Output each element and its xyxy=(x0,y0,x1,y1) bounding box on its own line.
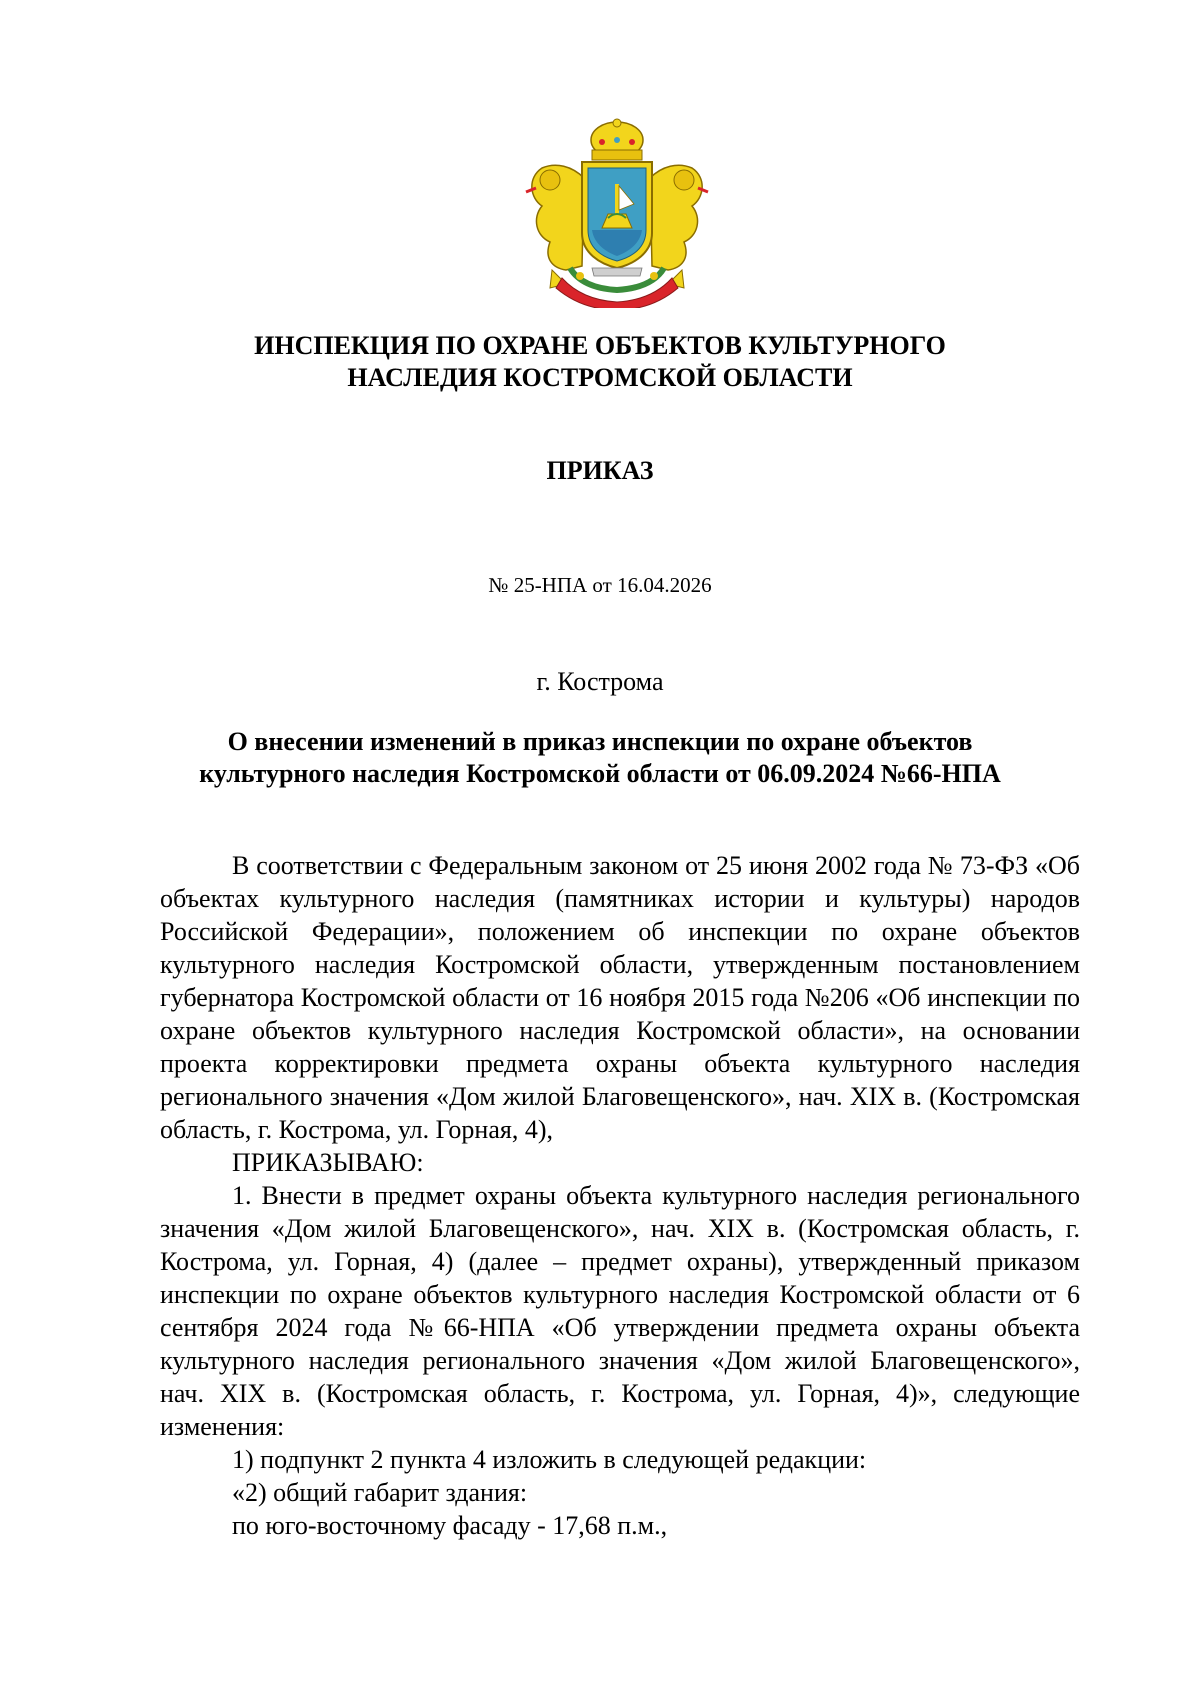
left-lion-supporter-icon xyxy=(526,165,584,288)
order-word-paragraph: ПРИКАЗЫВАЮ: xyxy=(232,1148,424,1177)
preamble-paragraph: В соответствии с Федеральным законом от 25 июня 2002 года № 73-ФЗ «Об объектах культурного наследия (памятниках истории и культуры) народов Российской Федерации», положением об инспекции по охране объектов культурного наследия Костромской области, утвержденным постановлением губернатора Костромской области от 16 ноября 2015 года №206 «Об инспекции по охране объектов культурного наследия Костромской области», на основании проекта корректировки предмета охраны объекта культурного наследия регионального значения «Дом жилой Благовещенского», нач. XIX в. (Костромская область, г. Кострома, ул. Горная, 4), xyxy=(160,851,1080,1144)
document-subject-line-1: О внесении изменений в приказ инспекции по охране объектов xyxy=(227,727,973,756)
document-subject-line-2: культурного наследия Костромской области от 06.09.2024 №66-НПА xyxy=(199,759,1001,788)
document-type-heading: ПРИКАЗ xyxy=(546,456,654,485)
facade-dimension-paragraph: по юго-восточному фасаду - 17,68 п.м., xyxy=(232,1511,668,1540)
item-1-paragraph: 1. Внести в предмет охраны объекта культурного наследия регионального значения «Дом жилой Благовещенского», нач. XIX в. (Костромская область, г. Кострома, ул. Горная, 4) (далее – предмет охраны), утвержденный приказом инспекции по охране объектов культурного наследия Костромской области от 6 сентября 2024 года №66-НПА «Об утверждении предмета охраны объекта культурного наследия регионального значения «Дом жилой Благовещенского», нач. XIX в. (Костромская область, г. Кострома, ул. Горная, 4)», следующие изменения: xyxy=(160,1181,1080,1441)
right-lion-supporter-icon xyxy=(650,165,708,288)
document-body xyxy=(160,849,1080,1542)
document-city: г. Кострома xyxy=(536,667,664,696)
document-subject xyxy=(0,726,1200,790)
organization-title-line-2: НАСЛЕДИЯ КОСТРОМСКОЙ ОБЛАСТИ xyxy=(347,363,853,392)
document-number-and-date: № 25-НПА от 16.04.2026 xyxy=(488,573,712,597)
organization-title-line-1: ИНСПЕКЦИЯ ПО ОХРАНЕ ОБЪЕКТОВ КУЛЬТУРНОГО xyxy=(254,331,946,360)
organization-title xyxy=(0,330,1200,394)
crown-icon xyxy=(591,119,643,160)
subitem-1-paragraph: 1) подпункт 2 пункта 4 изложить в следующей редакции: xyxy=(232,1445,867,1474)
ribbon-and-oak-wreath-icon xyxy=(556,268,678,308)
coat-of-arms-emblem xyxy=(522,118,712,308)
quote-start-paragraph: «2) общий габарит здания: xyxy=(232,1478,528,1507)
shield-icon xyxy=(582,162,652,268)
